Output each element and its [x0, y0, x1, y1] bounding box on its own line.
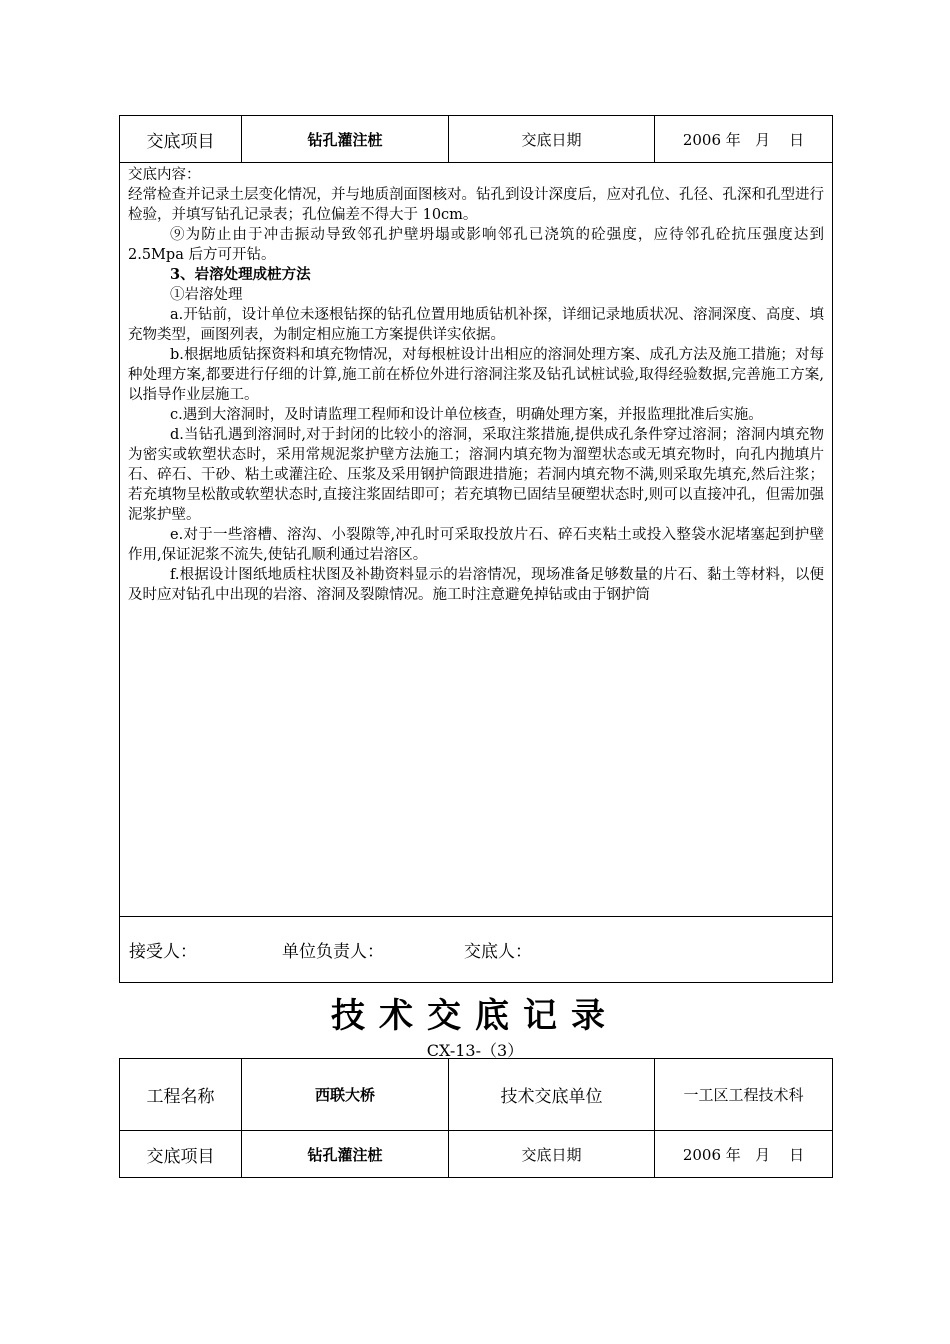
document-title: 技术交底记录 [331, 996, 619, 1036]
handover-table-page2 [119, 1058, 833, 1178]
document-code: CX-13-（3） [426, 1041, 524, 1060]
signature-row [120, 917, 833, 983]
unit-value: 一工区工程技术科 [655, 1059, 833, 1131]
content-paragraph: c.遇到大溶洞时，及时请监理工程师和设计单位核查，明确处理方案，并报监理批准后实施。 [170, 407, 763, 423]
date-value: 2006 年 月 日 [655, 116, 833, 163]
content-paragraph: b.根据地质钻探资料和填充物情况，对每根桩设计出相应的溶洞处理方案、成孔方法及施工措施；对每种处理方案,都要进行仔细的计算,施工前在桥位外进行溶洞注浆及钻孔试桩试验,取得经验数据,完善施工方案,以指导作业层施工。 [128, 347, 824, 403]
item-label: 交底项目 [120, 1131, 242, 1178]
unit-label: 技术交底单位 [449, 1059, 655, 1131]
receiver-label: 接受人： [129, 942, 197, 962]
content-label: 交底内容： [128, 167, 201, 183]
content-paragraph: 3、岩溶处理成桩方法 [170, 266, 311, 283]
content-paragraph: ⑨为防止由于冲击振动导致邻孔护壁坍塌或影响邻孔已浇筑的砼强度，应待邻孔砼抗压强度达到 2.5Mpa 后方可开钻。 [128, 227, 824, 263]
content-paragraph: ①岩溶处理 [170, 287, 243, 303]
date-label: 交底日期 [449, 1131, 655, 1178]
content-paragraph: d.当钻孔遇到溶洞时,对于封闭的比较小的溶洞，采取注浆措施,提供成孔条件穿过溶洞；溶洞内填充物为密实或软塑状态时，采用常规泥浆护壁方法施工；溶洞内填充物为溜塑状态或无填充物时，向孔内抛填片石、碎石、干砂、粘土或灌注砼、压浆及采用钢护筒跟进措施；若洞内填充物不满,则采取先填充,然后注浆；若充填物呈松散或软塑状态时,直接注浆固结即可；若充填物已固结呈硬塑状态时,则可以直接冲孔，但需加强泥浆护壁。 [128, 427, 824, 523]
handover-table-page1 [119, 115, 833, 983]
item-label: 交底项目 [120, 116, 242, 163]
content-paragraph: 经常检查并记录土层变化情况，并与地质剖面图核对。钻孔到设计深度后，应对孔位、孔径、孔深和孔型进行检验，并填写钻孔记录表；孔位偏差不得大于 10cm。 [128, 187, 824, 223]
item-value: 钻孔灌注桩 [242, 116, 449, 163]
project-label: 工程名称 [120, 1059, 242, 1131]
content-paragraph: f.根据设计图纸地质柱状图及补勘资料显示的岩溶情况，现场准备足够数量的片石、黏土等材料，以便及时应对钻孔中出现的岩溶、溶洞及裂隙情况。施工时注意避免掉钻或由于钢护筒 [128, 567, 824, 603]
item-value: 钻孔灌注桩 [242, 1131, 449, 1178]
content-paragraph: e.对于一些溶槽、溶沟、小裂隙等,冲孔时可采取投放片石、碎石夹粘土或投入整袋水泥堵塞起到护壁作用,保证泥浆不流失,使钻孔顺利通过岩溶区。 [128, 527, 824, 563]
date-value: 2006 年 月 日 [655, 1131, 833, 1178]
content-area [120, 163, 832, 605]
content-paragraph: a.开钻前，设计单位未逐根钻探的钻孔位置用地质钻机补探，详细记录地质状况、溶洞深度、高度、填充物类型，画图列表，为制定相应施工方案提供详实依据。 [128, 307, 824, 343]
date-label: 交底日期 [449, 116, 655, 163]
project-value: 西联大桥 [242, 1059, 449, 1131]
unit-head-label: 单位负责人： [282, 942, 384, 962]
content-cell [120, 163, 833, 917]
presenter-label: 交底人： [464, 942, 532, 962]
